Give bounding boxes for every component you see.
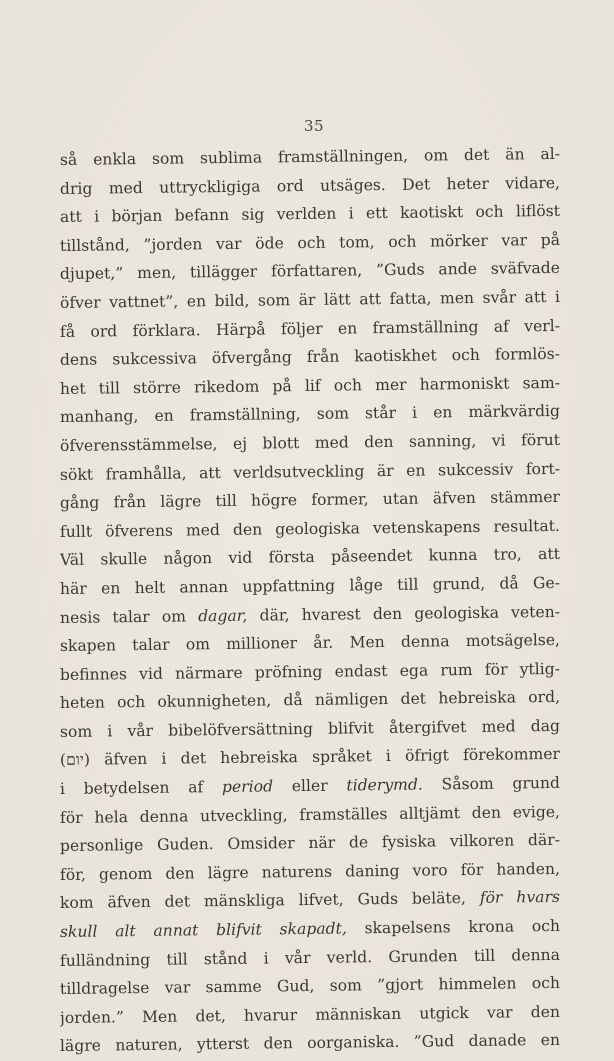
text-segment: jorden.” Men det, hvarur människan utgick var den (59, 1002, 561, 1027)
italic-text: tiderymd. (346, 775, 423, 795)
text-segment: sökt framhålla, att verldsutveckling är en sukcessiv fort- (59, 459, 561, 484)
text-segment: heten och okunnigheten, då nämligen det hebreiska ord, (59, 688, 561, 713)
text-segment: nesis talar om (59, 606, 199, 627)
text-segment: att i början befann sig verlden i ett kaotiskt och liflöst (59, 202, 561, 227)
text-segment: kom äfven det mänskliga lifvet, Guds beläte, (59, 889, 480, 913)
text-segment: där, hvarest den geologiska veten- (247, 602, 561, 625)
text-segment: här en helt annan uppfattning låge till grund, då Ge- (59, 573, 561, 598)
text-segment: för, genom den lägre naturens daning voro för handen, (59, 859, 561, 884)
text-segment: lägre naturen, ytterst den oorganiska. ”Gud danade en (59, 1031, 561, 1056)
italic-text: period (221, 777, 274, 797)
italic-text: för hvars (479, 888, 561, 908)
text-segment: Väl skulle någon vid första påseendet kunna tro, att (59, 545, 561, 570)
text-segment: gång från lägre till högre former, utan äfven stämmer (59, 488, 561, 513)
text-segment: het till större rikedom på lif och mer harmoniskt sam- (59, 373, 561, 398)
text-segment: befinnes vid närmare pröfning endast ega rum för ytlig- (59, 659, 561, 684)
text-segment: för hela denna utveckling, framställes alltjämt den evige, (59, 802, 561, 827)
text-segment: skapelsens krona och (346, 916, 561, 938)
text-segment: drig med uttryckligiga ord utsäges. Det heter vidare, (59, 173, 561, 198)
text-segment: Såsom grund (422, 773, 561, 794)
text-segment: (יום) äfven i det hebreiska språket i öfrigt förekommer (59, 745, 561, 770)
text-segment: få ord förklara. Härpå följer en framställning af verl- (59, 316, 561, 341)
italic-text: dagar, (198, 606, 248, 625)
body-text (60, 146, 560, 1061)
text-segment: djupet,” men, tillägger författaren, ”Guds ande sväfvade (59, 259, 561, 284)
text-segment: så enkla som sublima framställningen, om det än al- (59, 144, 561, 169)
text-segment: öfver vattnet”, en bild, som är lätt att fatta, men svår att i (59, 287, 561, 312)
text-segment: tilldragelse var samme Gud, som ”gjort himmelen och (59, 974, 561, 999)
text-segment: manhang, en framställning, som står i en märkvärdig (59, 402, 561, 427)
text-segment: i betydelsen af (59, 778, 223, 799)
text-segment: dens sukcessiva öfvergång från kaotiskhet och formlös- (59, 345, 561, 370)
text-segment: personlige Guden. Omsider när de fysiska vilkoren där- (59, 831, 561, 856)
text-segment: skapen talar om millioner år. Men denna motsägelse, (59, 630, 561, 656)
text-segment: tillstånd, ”jorden var öde och tom, och mörker var på (59, 230, 561, 255)
text-line (60, 1026, 560, 1061)
text-segment: fullt öfverens med den geologiska vetenskapens resultat. (59, 516, 561, 541)
text-segment: öfverensstämmelse, ej blott med den sanning, vi förut (59, 430, 561, 455)
page-number: 35 (303, 117, 325, 135)
italic-text: skull alt annat blifvit skapadt, (59, 919, 347, 942)
text-segment: eller (272, 776, 347, 796)
text-segment: som i vår bibelöfversättning blifvit återgifvet med dag (59, 716, 561, 741)
text-segment: fulländning till stånd i vår verld. Grunden till denna (59, 945, 561, 970)
